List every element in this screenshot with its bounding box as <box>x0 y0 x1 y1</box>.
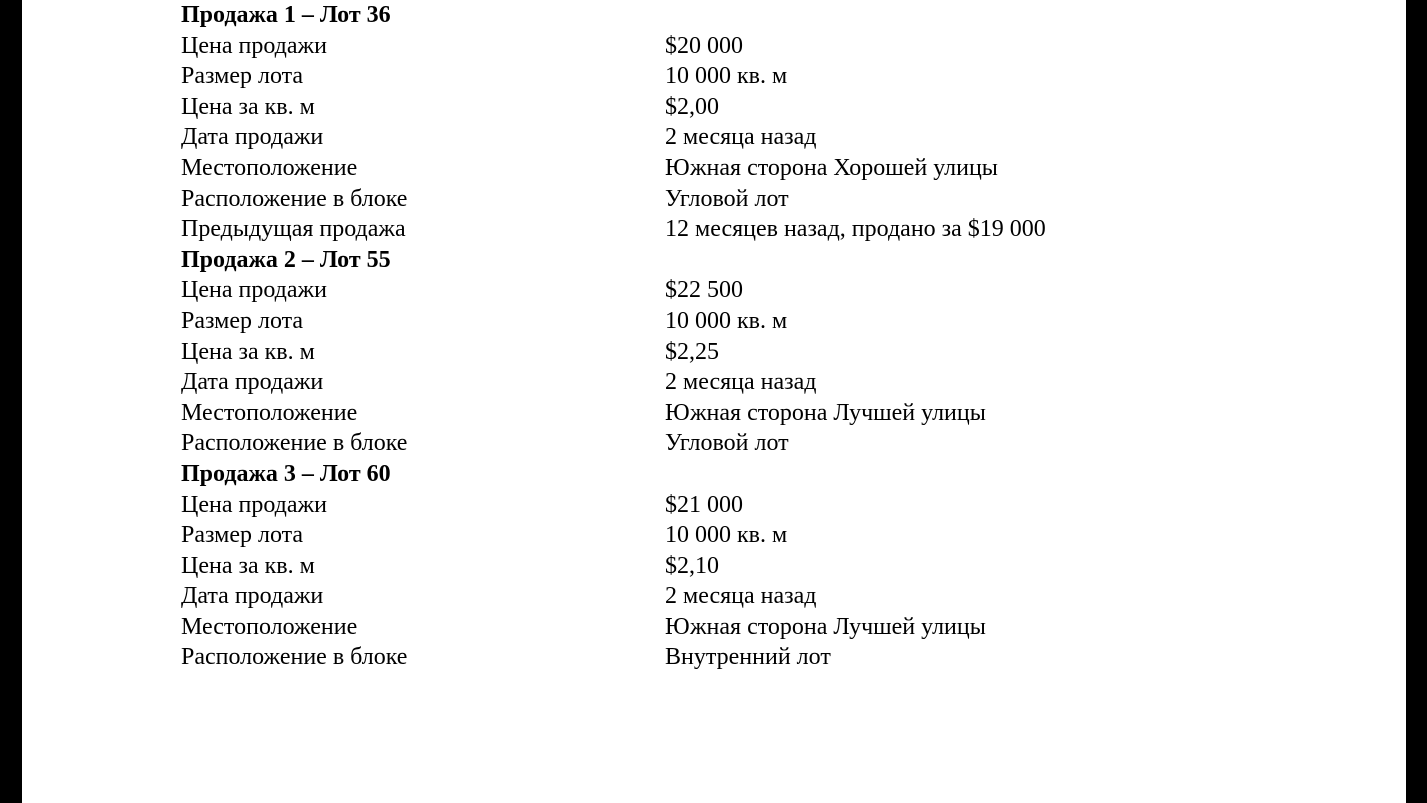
sale-3-row-sale-date <box>181 581 1331 612</box>
row-label: Дата продажи <box>181 369 324 396</box>
row-label: Цена за кв. м <box>181 93 315 120</box>
row-label: Местоположение <box>181 154 358 181</box>
row-value: $2,00 <box>665 93 719 120</box>
sale-3-heading <box>181 459 1331 490</box>
sale-1-row-lot-size <box>181 61 1331 92</box>
sale-1-row-price <box>181 31 1331 62</box>
row-label: Местоположение <box>181 399 358 426</box>
sale-2-heading <box>181 245 1331 276</box>
document-page <box>22 0 1406 803</box>
row-label: Цена продажи <box>181 277 327 304</box>
sale-1-row-location <box>181 153 1331 184</box>
sale-heading-text: Продажа 2 – Лот 55 <box>181 246 391 273</box>
row-label: Предыдущая продажа <box>181 216 406 243</box>
row-value: Угловой лот <box>665 430 789 457</box>
row-value: Южная сторона Лучшей улицы <box>665 399 986 426</box>
row-label: Расположение в блоке <box>181 644 408 671</box>
sale-3-row-lot-size <box>181 520 1331 551</box>
row-label: Расположение в блоке <box>181 430 408 457</box>
row-label: Цена продажи <box>181 491 327 518</box>
row-label: Размер лота <box>181 307 304 334</box>
row-label: Размер лота <box>181 63 304 90</box>
sale-2-row-price-per-sqm <box>181 337 1331 368</box>
row-value: 10 000 кв. м <box>665 522 788 549</box>
sale-2-row-location <box>181 398 1331 429</box>
row-label: Местоположение <box>181 613 358 640</box>
sale-1-row-previous-sale <box>181 214 1331 245</box>
row-value: 12 месяцев назад, продано за $19 000 <box>665 216 1046 243</box>
sale-2-row-lot-size <box>181 306 1331 337</box>
sale-2-row-price <box>181 275 1331 306</box>
sale-1-row-sale-date <box>181 122 1331 153</box>
row-label: Дата продажи <box>181 583 324 610</box>
row-value: 10 000 кв. м <box>665 63 788 90</box>
row-label: Размер лота <box>181 522 304 549</box>
row-value: Южная сторона Хорошей улицы <box>665 154 998 181</box>
row-label: Дата продажи <box>181 124 324 151</box>
sale-3-row-price <box>181 490 1331 521</box>
row-value: $22 500 <box>665 277 743 304</box>
sale-1-heading <box>181 0 1331 31</box>
row-value: 10 000 кв. м <box>665 307 788 334</box>
row-value: Угловой лот <box>665 185 789 212</box>
row-label: Расположение в блоке <box>181 185 408 212</box>
row-value: $2,10 <box>665 552 719 579</box>
row-label: Цена за кв. м <box>181 338 315 365</box>
row-value: 2 месяца назад <box>665 583 817 610</box>
row-value: Внутренний лот <box>665 644 831 671</box>
row-value: $20 000 <box>665 32 743 59</box>
row-value: $2,25 <box>665 338 719 365</box>
sale-3-row-price-per-sqm <box>181 551 1331 582</box>
row-value: 2 месяца назад <box>665 369 817 396</box>
sale-1-row-price-per-sqm <box>181 92 1331 123</box>
sale-2-row-sale-date <box>181 367 1331 398</box>
row-value: 2 месяца назад <box>665 124 817 151</box>
sale-heading-text: Продажа 1 – Лот 36 <box>181 2 391 28</box>
sale-1-row-block-position <box>181 184 1331 215</box>
sale-2-row-block-position <box>181 428 1331 459</box>
row-value: Южная сторона Лучшей улицы <box>665 613 986 640</box>
row-label: Цена продажи <box>181 32 327 59</box>
row-label: Цена за кв. м <box>181 552 315 579</box>
sale-3-row-location <box>181 612 1331 643</box>
sale-heading-text: Продажа 3 – Лот 60 <box>181 460 391 487</box>
sales-list <box>181 0 1331 673</box>
row-value: $21 000 <box>665 491 743 518</box>
sale-3-row-block-position <box>181 642 1331 673</box>
